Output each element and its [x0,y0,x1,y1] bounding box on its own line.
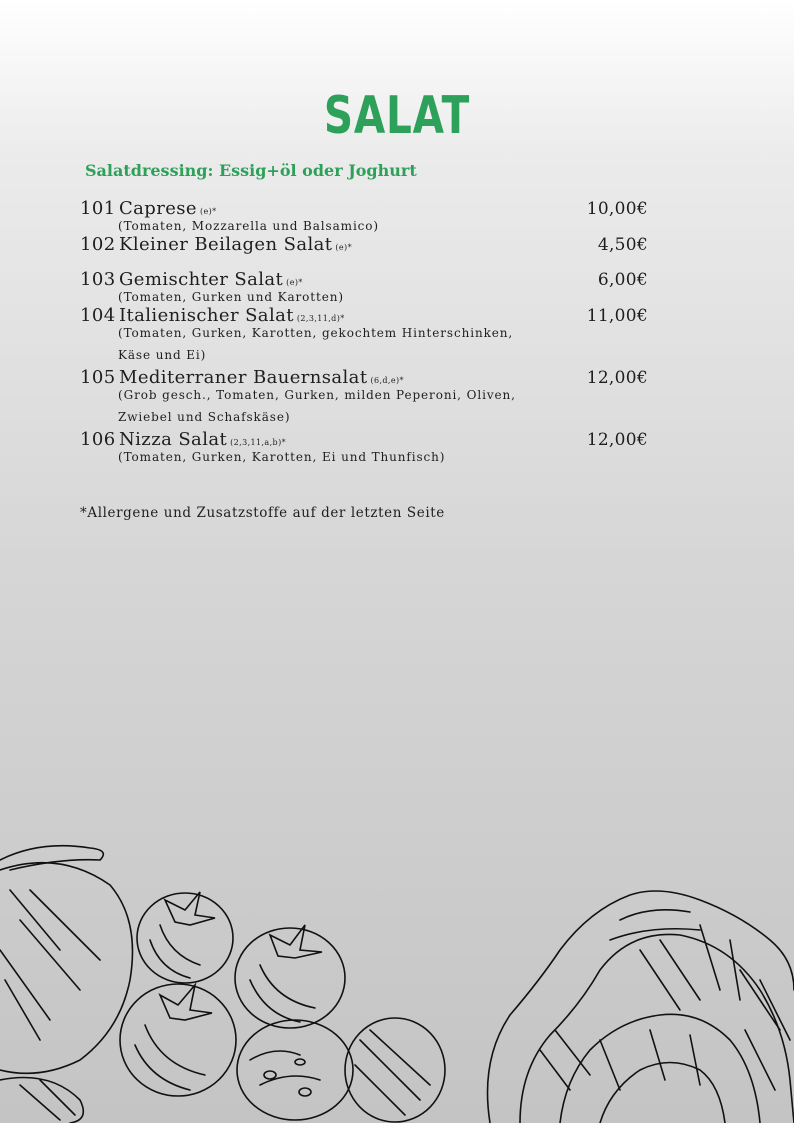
allergen-codes: (6,d,e)* [370,376,404,385]
item-number: 104 [80,305,116,326]
item-description: (Tomaten, Gurken, Karotten, gekochtem Hinterschinken, Käse und Ei) [118,326,514,362]
item-number: 103 [80,269,116,290]
allergen-codes: (2,3,11,a,b)* [230,438,286,447]
item-price: 11,00€ [586,306,648,326]
item-number: 101 [80,198,116,219]
item-title: Gemischter Salat [119,269,284,290]
item-description: (Tomaten, Mozzarella und Balsamico) [118,219,380,233]
allergen-codes: (e)* [286,278,303,287]
allergen-footnote: *Allergene und Zusatzstoffe auf der letzten Seite [80,505,445,521]
menu-item [80,429,648,468]
menu-item [80,269,648,308]
item-title: Mediterraner Bauernsalat [119,367,368,388]
menu-item [80,305,648,366]
allergen-codes: (e)* [335,243,352,252]
lettuce-sketch [488,891,794,1123]
item-price: 6,00€ [597,270,648,290]
item-number: 106 [80,429,116,450]
item-title: Kleiner Beilagen Salat [119,234,333,255]
dressing-note: Salatdressing: Essig+öl oder Joghurt [85,161,417,180]
page-title: SALAT [323,86,471,146]
menu-item [80,234,648,255]
allergen-codes: (2,3,11,d)* [296,314,345,323]
item-description: (Tomaten, Gurken und Karotten) [118,290,344,304]
item-title: Italienischer Salat [119,305,294,326]
item-number: 105 [80,367,116,388]
allergen-codes: (e)* [199,207,217,216]
item-name [80,234,352,255]
item-description: (Grob gesch., Tomaten, Gurken, milden Peperoni, Oliven, Zwiebel und Schafskäse) [118,388,516,424]
item-price: 12,00€ [586,430,648,450]
tomato-cluster-sketch [120,892,445,1122]
menu-item [80,367,648,428]
item-title: Nizza Salat [119,429,228,450]
item-price: 10,00€ [586,199,648,219]
vegetable-sketch-left [0,846,133,1123]
vegetable-illustration [0,830,794,1123]
item-title: Caprese [119,198,197,219]
item-number: 102 [80,234,116,255]
item-price: 4,50€ [597,235,648,255]
item-price: 12,00€ [586,368,648,388]
menu-item [80,198,648,237]
item-description: (Tomaten, Gurken, Karotten, Ei und Thunfisch) [118,450,446,464]
